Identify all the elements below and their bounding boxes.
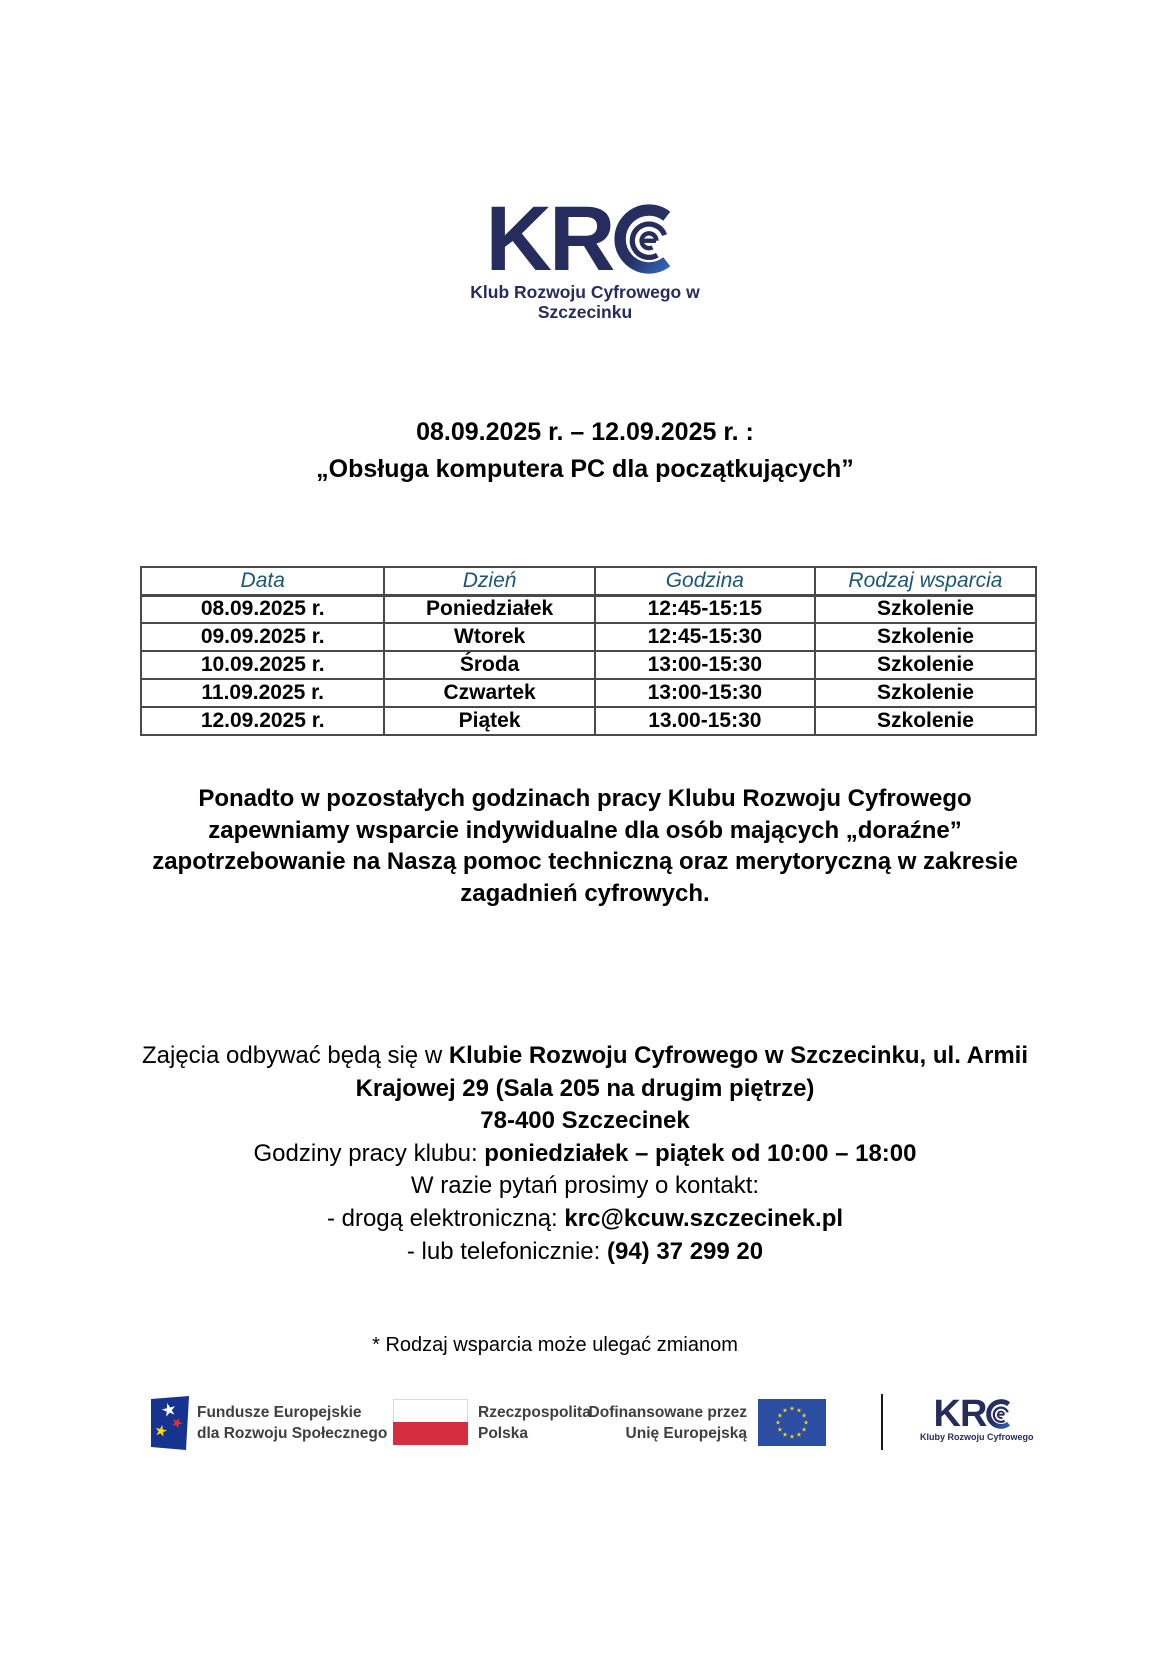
cell-day: Piątek [384,707,594,735]
krc-footer-c-e-icon [986,1399,1016,1429]
table-row [141,679,1036,707]
header-godzina: Godzina [595,567,815,595]
page-title [0,414,1170,488]
krc-logo-letters: KR [485,188,613,290]
cell-time: 13:00-15:30 [595,679,815,707]
opening-hours-line [85,1138,1085,1171]
location-address-part1: Klubie Rozwoju Cyfrowego w Szczecinku, ul. Armii [448,1042,1029,1069]
cell-day: Środa [384,651,594,679]
phone-label: - lub telefonicznie: [406,1237,607,1265]
cell-date: 08.09.2025 r. [141,595,384,623]
krc-logo-subtitle-line2: Szczecinku [537,302,633,322]
hours-value: poniedziałek – piątek od 10:00 – 18:00 [484,1139,917,1167]
table-header-row [141,567,1036,595]
individual-support-paragraph [135,783,1035,909]
footer-divider [881,1394,883,1450]
location-line1 [85,1040,1085,1073]
table-row [141,707,1036,735]
header-rodzaj-wsparcia: Rodzaj wsparcia [815,567,1036,595]
cell-date: 12.09.2025 r. [141,707,384,735]
krc-logo-subtitle-line1: Klub Rozwoju Cyfrowego w [470,282,700,302]
cell-time: 13.00-15:30 [595,707,815,735]
location-intro: Zajęcia odbywać będą się w [141,1042,449,1069]
table-row [141,651,1036,679]
header-data: Data [141,567,384,595]
email-label: - drogą elektroniczną: [326,1204,565,1232]
footnote-support-change: * Rodzaj wsparcia może ulegać zmianom [372,1334,738,1356]
cell-date: 11.09.2025 r. [141,679,384,707]
table-row [141,623,1036,651]
krc-footer-letters: KR [933,1393,987,1435]
eu-funds-label-line2: dla Rozwoju Społecznego [197,1425,388,1442]
eu-funds-flag-icon [150,1396,190,1450]
title-dates: 08.09.2025 r. – 12.09.2025 r. : [416,418,754,446]
cell-day: Czwartek [384,679,594,707]
eu-funds-label [197,1402,387,1444]
cell-type: Szkolenie [815,651,1036,679]
cell-type: Szkolenie [815,679,1036,707]
krc-c-e-icon [614,204,684,274]
title-course-name: „Obsługa komputera PC dla początkujących” [316,455,854,483]
cell-time: 12:45-15:15 [595,595,815,623]
cell-type: Szkolenie [815,707,1036,735]
phone-line [85,1236,1085,1269]
support-line: zagadnień cyfrowych. [460,879,710,907]
location-postal-city: 78-400 Szczecinek [480,1107,690,1135]
email-address: krc@kcuw.szczecinek.pl [564,1204,844,1232]
eu-funding-label-line2: Unię Europejską [625,1425,747,1442]
cell-time: 12:45-15:30 [595,623,815,651]
poland-label-line2: Polska [478,1425,528,1442]
support-line: Ponadto w pozostałych godzinach pracy Klubu Rozwoju Cyfrowego [198,785,972,812]
schedule-table [140,566,1037,736]
poland-label-line1: Rzeczpospolita [478,1404,591,1421]
support-line: zapewniamy wsparcie indywidualne dla osób mających „doraźne” [208,816,962,844]
location-contact-block [85,1040,1085,1268]
table-row [141,595,1036,623]
hours-label: Godziny pracy klubu: [253,1139,485,1167]
cell-type: Szkolenie [815,623,1036,651]
cell-day: Poniedziałek [384,595,594,623]
cell-date: 09.09.2025 r. [141,623,384,651]
eu-funding-label-line1: Dofinansowane przez [588,1404,747,1421]
cell-time: 13:00-15:30 [595,651,815,679]
eu-flag-icon [758,1399,826,1446]
contact-intro-line: W razie pytań prosimy o kontakt: [410,1172,760,1200]
krc-logo [0,188,1170,322]
krc-footer-subtitle: Kluby Rozwoju Cyfrowego [920,1432,1034,1442]
cell-type: Szkolenie [815,595,1036,623]
header-dzien: Dzień [384,567,594,595]
poland-flag-icon [393,1399,468,1445]
eu-funds-label-line1: Fundusze Europejskie [197,1404,362,1421]
krc-footer-logo [920,1393,1034,1442]
eu-funding-label [565,1402,747,1444]
support-line: zapotrzebowanie na Naszą pomoc techniczną oraz merytoryczną w zakresie [152,848,1018,876]
krc-logo-subtitle [0,282,1170,322]
location-address-part2: Krajowej 29 (Sala 205 na drugim piętrze) [355,1074,815,1102]
phone-number: (94) 37 299 20 [606,1237,764,1265]
cell-day: Wtorek [384,623,594,651]
email-line [85,1203,1085,1236]
cell-date: 10.09.2025 r. [141,651,384,679]
